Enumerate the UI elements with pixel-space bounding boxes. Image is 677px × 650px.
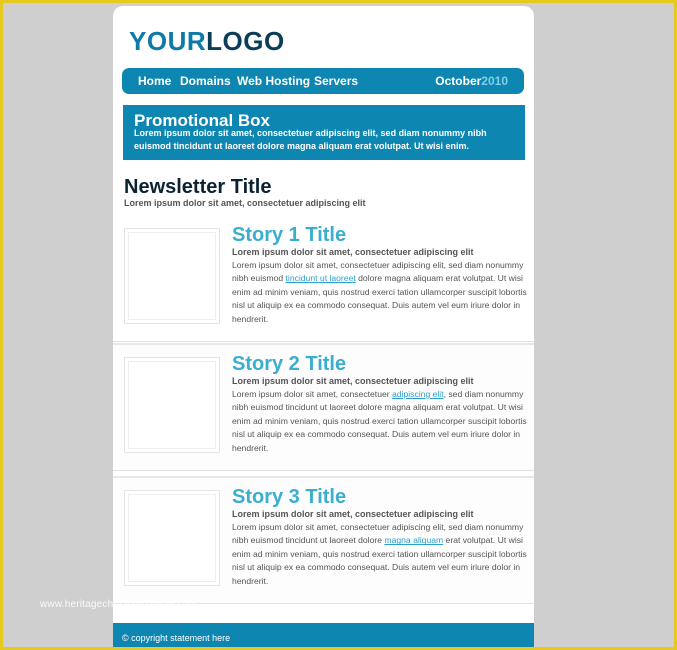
newsletter-title: Newsletter Title [124,176,272,198]
story-2-link[interactable]: adipiscing elit [392,389,444,399]
story-1-body-text-cont: dolore magna aliquam erat volutpat. Ut wisi enim ad minim veniam, quis nostrud exerci tation ullamcorper suscipit lobortis nisl ut aliquip ex ea commodo consequat. Duis autem vel eum iriure dolor in hendrerit. [232,273,527,324]
nav-item-home[interactable]: Home [138,74,172,88]
footer [113,623,534,647]
story-3-body [232,521,527,588]
promo-body: Lorem ipsum dolor sit amet, consectetuer adipiscing elit, sed diam nonummy nibh euismod tincidunt ut laoreet dolore magna aliquam erat volutpat. Ut wisi enim. [134,128,487,151]
story-2-title[interactable]: Story 2 Title [232,353,347,375]
promo-title: Promotional Box [134,111,271,130]
story-3-title[interactable]: Story 3 Title [232,486,347,508]
watermark: www.heritagechristiancollege.com [40,599,198,610]
promotional-box [123,105,525,160]
story-1 [113,216,534,342]
story-3-link[interactable]: magna aliquam [384,535,444,546]
story-3-body-text: Lorem ipsum dolor sit amet, consectetuer adipiscing elit, sed diam nonummy nibh euismod tincidunt ut laoreet dolore [232,522,524,546]
story-3 [113,476,534,604]
newsletter-subtitle: Lorem ipsum dolor sit amet, consectetuer adipiscing elit [124,198,366,208]
story-2-subtitle: Lorem ipsum dolor sit amet, consectetuer adipiscing elit [232,376,474,386]
story-1-body-text: Lorem ipsum dolor sit amet, consectetuer adipiscing elit, sed diam nonummy nibh euismod [232,260,524,284]
story-3-image [124,490,220,586]
nav-item-servers[interactable]: Servers [314,74,359,88]
logo-part-your: YOUR [129,26,207,56]
story-2 [113,343,534,471]
logo-part-logo: LOGO [206,26,285,56]
newsletter-page [113,6,534,647]
issue-month: October [435,74,482,88]
story-2-body-text-cont: , sed diam nonummy nibh euismod tincidunt ut laoreet dolore magna aliquam erat volutpat. Ut wisi enim ad minim veniam, quis nostrud exerci tation ullamcorper suscipit lobortis nisl ut aliquip ex ea commodo consequat. Duis autem vel eum iriure dolor in hendrerit. [232,389,527,453]
nav-item-web-hosting[interactable]: Web Hosting [237,74,311,88]
story-1-subtitle: Lorem ipsum dolor sit amet, consectetuer adipiscing elit [232,247,474,257]
logo[interactable] [129,26,285,57]
story-2-body [232,388,527,455]
copyright-text: © copyright statement here [122,633,231,643]
issue-year: 2010 [481,74,508,88]
nav-item-domains[interactable]: Domains [180,74,231,88]
story-1-body [232,259,527,326]
story-1-link[interactable]: tincidunt ut laoreet [285,273,356,284]
top-nav [122,68,524,94]
story-2-image [124,357,220,453]
issue-date [435,74,508,88]
story-1-image [124,228,220,324]
story-2-body-text: Lorem ipsum dolor sit amet, consectetuer [232,389,393,399]
story-3-subtitle: Lorem ipsum dolor sit amet, consectetuer adipiscing elit [232,509,474,519]
story-1-title[interactable]: Story 1 Title [232,224,347,246]
story-3-body-text-cont: erat volutpat. Ut wisi enim ad minim veniam, quis nostrud exerci tation ullamcorper suscipit lobortis nisl ut aliquip ex ea commodo consequat. Duis autem vel eum iriure dolor in hendrerit. [232,535,527,586]
